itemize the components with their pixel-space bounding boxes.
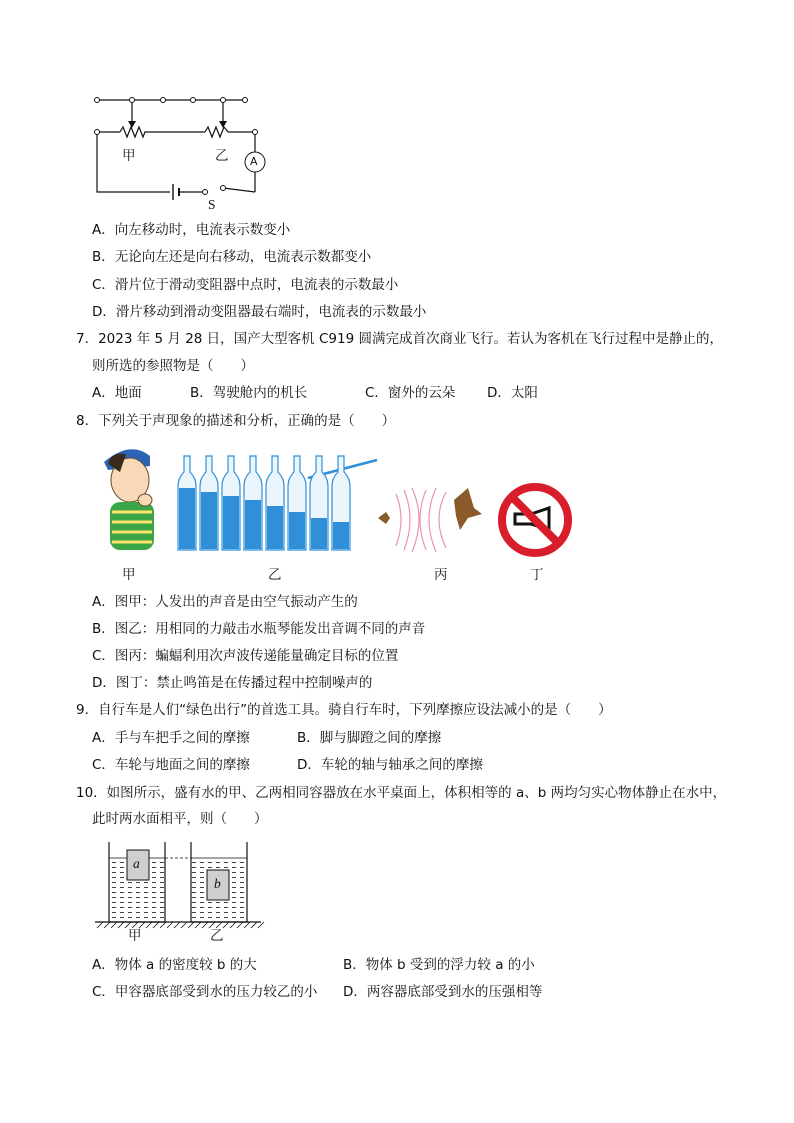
ground-hatch: [230, 922, 236, 928]
block-b-label: b: [214, 876, 221, 891]
bottle-water: [289, 512, 305, 549]
bottle-water: [333, 522, 349, 549]
ground-hatch: [244, 922, 250, 928]
q10-stem-line2: 此时两水面相平，则（ ）: [92, 811, 268, 827]
ground-hatch: [223, 922, 229, 928]
q7-option-d[interactable]: D．太阳: [487, 385, 538, 401]
switch-label: S: [208, 197, 216, 212]
q7-option-c[interactable]: C．窗外的云朵: [365, 385, 456, 401]
figure-bing-label: 丙: [434, 567, 448, 583]
q10-option-a[interactable]: A．物体 a 的密度较 b 的大: [92, 957, 257, 973]
q9-option-b[interactable]: B．脚与脚蹬之间的摩擦: [297, 730, 442, 746]
block-a-label: a: [133, 856, 140, 871]
bottle-water: [245, 500, 261, 549]
q7-option-a[interactable]: A．地面: [92, 385, 142, 401]
ground-hatch: [181, 922, 187, 928]
bottle-water: [223, 496, 239, 549]
ground-hatch: [258, 922, 264, 928]
q10-option-b[interactable]: B．物体 b 受到的浮力较 a 的小: [343, 957, 535, 973]
ground-hatch: [237, 922, 243, 928]
bat-echolocation-illustration: [376, 484, 486, 564]
ground-hatch: [167, 922, 173, 928]
ground-hatch: [104, 922, 110, 928]
person-humming-illustration: [90, 442, 170, 552]
q6-option-a[interactable]: A．向左移动时，电流表示数变小: [92, 222, 291, 238]
ground-hatch: [118, 922, 124, 928]
q10-option-c[interactable]: C．甲容器底部受到水的压力较乙的小: [92, 984, 318, 1000]
ground-hatch: [188, 922, 194, 928]
ground-hatch: [153, 922, 159, 928]
q10-stem-line1: 10．如图所示，盛有水的甲、乙两相同容器放在水平桌面上，体积相等的 a、b 两均匀实心物体静止在水中，: [76, 785, 727, 801]
q9-stem: 9．自行车是人们“绿色出行”的首选工具。骑自行车时，下列摩擦应设法减小的是（ ）: [76, 702, 612, 718]
ground-hatch: [202, 922, 208, 928]
containers-diagram: [95, 840, 265, 930]
ground-hatch: [160, 922, 166, 928]
bottle-water: [201, 492, 217, 549]
rheostat-yi-label: 乙: [215, 148, 229, 164]
bottle-water: [311, 518, 327, 549]
container-yi-label: 乙: [210, 928, 224, 944]
q7-stem-line1: 7．2023 年 5 月 28 日，国产大型客机 C919 圆满完成首次商业飞行。若认为客机在飞行过程中是静止的，: [76, 331, 723, 347]
no-honking-sign-icon: [497, 482, 573, 558]
q8-option-d[interactable]: D．图丁：禁止鸣笛是在传播过程中控制噪声的: [92, 675, 373, 691]
figure-ding-label: 丁: [530, 567, 544, 583]
ammeter-label: A: [250, 155, 258, 168]
rheostat-jia-label: 甲: [122, 148, 136, 164]
ground-hatch: [111, 922, 117, 928]
q9-option-a[interactable]: A．手与车把手之间的摩擦: [92, 730, 250, 746]
bottle-water: [179, 488, 195, 549]
q9-option-c[interactable]: C．车轮与地面之间的摩擦: [92, 757, 250, 773]
q8-option-c[interactable]: C．图丙：蝙蝠利用次声波传递能量确定目标的位置: [92, 648, 399, 664]
ground-hatch: [146, 922, 152, 928]
circuit-diagram: [85, 92, 285, 202]
q7-stem-line2: 则所选的参照物是（ ）: [92, 358, 254, 374]
q6-option-b[interactable]: B．无论向左还是向右移动，电流表示数都变小: [92, 249, 372, 265]
q6-option-d[interactable]: D．滑片移动到滑动变阻器最右端时，电流表的示数最小: [92, 304, 427, 320]
water-bottles-illustration: [172, 456, 382, 556]
ground-hatch: [174, 922, 180, 928]
q7-option-b[interactable]: B．驾驶舱内的机长: [190, 385, 308, 401]
q10-option-d[interactable]: D．两容器底部受到水的压强相等: [343, 984, 543, 1000]
q6-option-c[interactable]: C．滑片位于滑动变阻器中点时，电流表的示数最小: [92, 277, 399, 293]
q8-stem: 8．下列关于声现象的描述和分析，正确的是（ ）: [76, 413, 396, 429]
bottle-water: [267, 506, 283, 549]
figure-yi-label: 乙: [268, 567, 282, 583]
figure-jia-label: 甲: [122, 567, 136, 583]
ground-hatch: [97, 922, 103, 928]
container-jia-label: 甲: [128, 928, 142, 944]
q8-option-a[interactable]: A．图甲：人发出的声音是由空气振动产生的: [92, 594, 358, 610]
q9-option-d[interactable]: D．车轮的轴与轴承之间的摩擦: [297, 757, 483, 773]
ground-hatch: [195, 922, 201, 928]
q8-option-b[interactable]: B．图乙：用相同的力敲击水瓶琴能发出音调不同的声音: [92, 621, 426, 637]
ground-hatch: [251, 922, 257, 928]
